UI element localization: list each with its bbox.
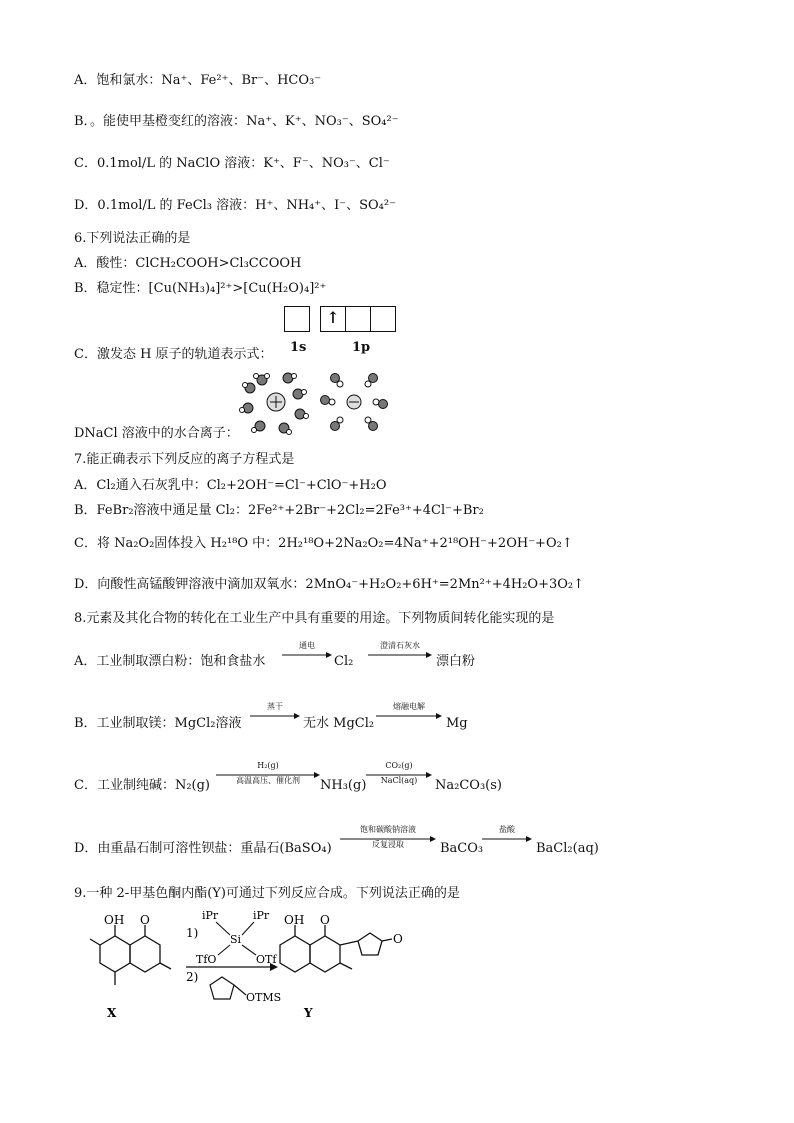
- orbital-box-1p-3: [370, 306, 396, 332]
- q5-option-c-ions: K⁺、F⁻、NO₃⁻、Cl⁻: [263, 156, 390, 171]
- q8-d-arrow-1: [340, 825, 436, 849]
- q7-stem: 7.能正确表示下列反应的离子方程式是: [74, 452, 295, 467]
- q5-option-c: [74, 155, 390, 173]
- q8-stem: 8.元素及其化合物的转化在工业生产中具有重要的用途。下列物质间转化能实现的是: [74, 611, 555, 626]
- q8-option-c: [74, 777, 210, 795]
- q8-c-arrow-2-bottom: NaCl(aq): [380, 776, 418, 785]
- q8-a-mid: Cl₂: [334, 654, 354, 669]
- q8-d-arrow-2: [482, 825, 532, 846]
- up-arrow-icon: ↑: [326, 308, 340, 327]
- compound-x-structure: [90, 925, 171, 985]
- q5-option-d: [74, 197, 396, 215]
- q8-b-mid: 无水 MgCl₂: [303, 716, 375, 731]
- q8-c-arrow-1-bottom: 高温高压、催化剂: [236, 776, 300, 785]
- q8-d-arrow-1-bottom: 反复浸取: [372, 840, 404, 849]
- q6-option-c: C．激发态 H 原子的轨道表示式：: [74, 347, 273, 362]
- reagent-otms: OTMS: [246, 991, 282, 1004]
- q5-option-d-ions: H⁺、NH₄⁺、I⁻、SO₄²⁻: [255, 198, 396, 213]
- step-1-label: 1): [186, 926, 199, 940]
- q5-option-b: [74, 113, 399, 131]
- y-o-label: O: [320, 913, 330, 927]
- q8-a-arrow-1: [282, 641, 332, 662]
- q6-option-a: A．酸性：ClCH₂COOH>Cl₃CCOOH: [74, 256, 302, 271]
- reagent-ipr-left: iPr: [202, 909, 219, 922]
- x-o-label: O: [140, 913, 150, 927]
- q8-c-mid: NH₃(g): [320, 778, 367, 793]
- orbital-box-1s: [284, 306, 310, 332]
- q7-option-c: C．将 Na₂O₂固体投入 H₂¹⁸O 中：2H₂¹⁸O+2Na₂O₂=4Na⁺+2¹⁸OH⁻+2OH⁻+O₂↑: [74, 536, 573, 551]
- q8-a-arrow-1-label: 通电: [299, 641, 315, 650]
- q8-option-d: [74, 840, 332, 858]
- q5-option-b-prefix: B．。能使甲基橙变红的溶液：: [74, 114, 247, 129]
- q5-option-a-ions: Na⁺、Fe²⁺、Br⁻、HCO₃⁻: [161, 73, 322, 88]
- compound-y-structure: [280, 925, 392, 972]
- q8-d-end: BaCl₂(aq): [536, 841, 599, 856]
- q8-option-a: [74, 653, 265, 671]
- orbital-box-1p-2: [345, 306, 371, 332]
- orbital-label-1s: 1s: [290, 340, 307, 355]
- reaction-scheme: [70, 905, 490, 1025]
- q8-b-prefix: B．工业制取镁：MgCl₂溶液: [74, 716, 242, 731]
- q8-c-arrow-1-top: H₂(g): [257, 761, 279, 770]
- reagent-tfo: TfO: [196, 953, 217, 966]
- q8-a-prefix: A．工业制取漂白粉：饱和食盐水: [74, 654, 266, 669]
- q9-stem: 9.一种 2-甲基色酮内酯(Y)可通过下列反应合成。下列说法正确的是: [74, 886, 460, 901]
- q7-option-d: D．向酸性高锰酸钾溶液中滴加双氧水：2MnO₄⁻+H₂O₂+6H⁺=2Mn²⁺+4H₂O+3O₂↑: [74, 577, 584, 592]
- furan-reagent: [210, 977, 246, 999]
- orbital-diagram: [284, 306, 414, 361]
- q8-b-arrow-1: [250, 702, 300, 723]
- q8-a-arrow-2-label: 澄清石灰水: [380, 641, 420, 650]
- q8-b-end: Mg: [446, 716, 468, 731]
- q6-stem: 6.下列说法正确的是: [74, 231, 191, 246]
- hydrated-cation: [240, 373, 309, 435]
- q5-option-a-prefix: A．饱和氯水：: [74, 73, 162, 88]
- q8-b-arrow-2: [376, 702, 442, 723]
- q6-option-d: DNaCl 溶液中的水合离子：: [74, 426, 239, 441]
- q8-c-end: Na₂CO₃(s): [435, 778, 502, 793]
- y-lactone-o-label: O: [393, 932, 403, 946]
- reagent-ipr-right: iPr: [253, 909, 270, 922]
- q8-c-prefix: C．工业制纯碱：N₂(g): [74, 778, 210, 793]
- q7-option-a: A．Cl₂通入石灰乳中：Cl₂+2OH⁻=Cl⁻+ClO⁻+H₂O: [74, 478, 387, 493]
- hydrated-anion: [321, 374, 388, 431]
- x-oh-label: OH: [104, 913, 125, 927]
- orbital-box-1p-1: [320, 306, 346, 332]
- q8-option-b: [74, 715, 242, 733]
- q8-d-mid: BaCO₃: [440, 841, 484, 856]
- q8-a-arrow-2: [368, 641, 432, 662]
- q8-b-arrow-2-label: 熔融电解: [393, 702, 425, 711]
- q5-option-d-prefix: D．0.1mol/L 的 FeCl₃ 溶液：: [74, 198, 256, 213]
- q5-option-b-ions: Na⁺、K⁺、NO₃⁻、SO₄²⁻: [246, 114, 399, 129]
- reagent-si: Si: [230, 933, 242, 946]
- hydrated-ions-figure: [236, 368, 396, 438]
- compound-y-label: Y: [304, 1006, 313, 1020]
- orbital-label-1p: 1p: [352, 340, 371, 355]
- q8-c-arrow-2: [366, 761, 432, 785]
- q8-d-arrow-1-top: 饱和碳酸钠溶液: [360, 825, 416, 834]
- step-2-label: 2): [186, 970, 199, 984]
- y-oh-label: OH: [284, 913, 305, 927]
- q7-option-b: B．FeBr₂溶液中通足量 Cl₂：2Fe²⁺+2Br⁻+2Cl₂=2Fe³⁺+4Cl⁻+Br₂: [74, 503, 484, 518]
- q8-c-arrow-1: [216, 761, 320, 785]
- q8-d-prefix: D．由重晶石制可溶性钡盐：重晶石(BaSO₄): [74, 841, 332, 856]
- q6-option-b: B．稳定性：[Cu(NH₃)₄]²⁺>[Cu(H₂O)₄]²⁺: [74, 281, 327, 296]
- q8-b-arrow-1-label: 蒸干: [267, 702, 283, 711]
- q8-c-arrow-2-top: CO₂(g): [385, 761, 413, 770]
- q5-option-c-prefix: C．0.1mol/L 的 NaClO 溶液：: [74, 156, 264, 171]
- reagent-otf: OTf: [256, 953, 277, 966]
- q8-d-arrow-2-label: 盐酸: [499, 825, 515, 834]
- compound-x-label: X: [107, 1006, 117, 1020]
- q8-a-end: 漂白粉: [436, 654, 476, 669]
- q5-option-a: [74, 72, 321, 90]
